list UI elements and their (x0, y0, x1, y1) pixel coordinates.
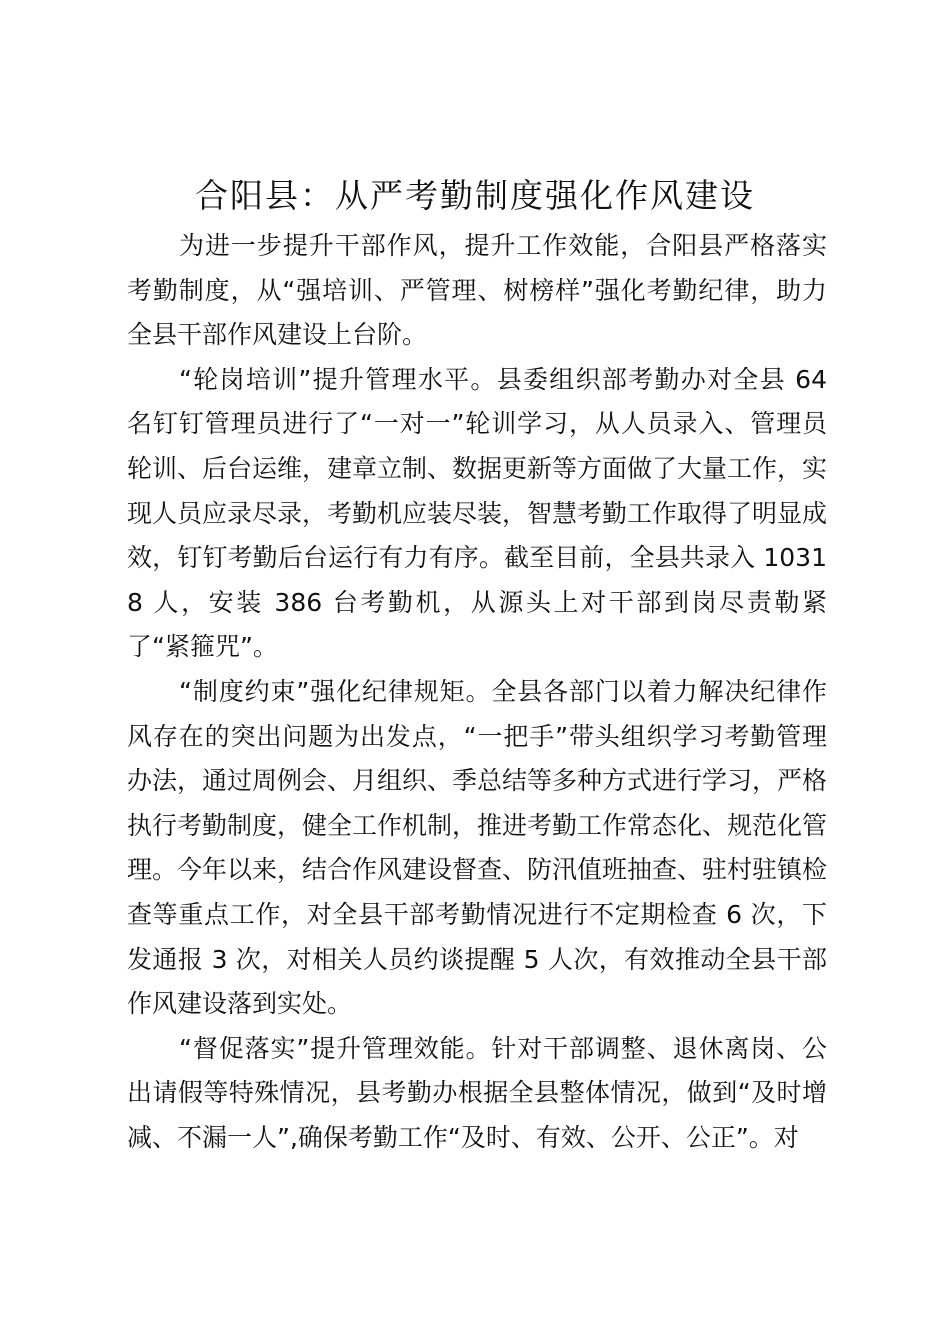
document-title: 合阳县：从严考勤制度强化作风建设 (195, 176, 755, 215)
document-body (127, 224, 827, 1160)
paragraph-intro: 为进一步提升干部作风，提升工作效能，合阳县严格落实考勤制度，从“强培训、严管理、树榜样”强化考勤纪律，助力全县干部作风建设上台阶。 (127, 231, 827, 350)
paragraph-training: “轮岗培训”提升管理水平。县委组织部考勤办对全县 64 名钉钉管理员进行了“一对一”轮训学习，从人员录入、管理员轮训、后台运维，建章立制、数据更新等方面做了大量工作，实现人员应录尽录，考勤机应装尽装，智慧考勤工作取得了明显成效，钉钉考勤后台运行有力有序。截至目前，全县共录入 10318 人，安装 386 台考勤机，从源头上对干部到岗尽责勒紧了“紧箍咒”。 (127, 364, 828, 662)
paragraph-implementation: “督促落实”提升管理效能。针对干部调整、退休离岗、公出请假等特殊情况，县考勤办根据全县整体情况，做到“及时增减、不漏一人”,确保考勤工作“及时、有效、公开、公正”。对 (127, 1033, 827, 1152)
paragraph-discipline: “制度约束”强化纪律规矩。全县各部门以着力解决纪律作风存在的突出问题为出发点，“一把手”带头组织学习考勤管理办法，通过周例会、月组织、季总结等多种方式进行学习，严格执行考勤制度，健全工作机制，推进考勤工作常态化、规范化管理。今年以来，结合作风建设督查、防汛值班抽查、驻村驻镇检查等重点工作，对全县干部考勤情况进行不定期检查 6 次，下发通报 3 次，对相关人员约谈提醒 5 人次，有效推动全县干部作风建设落到实处。 (127, 676, 828, 1019)
